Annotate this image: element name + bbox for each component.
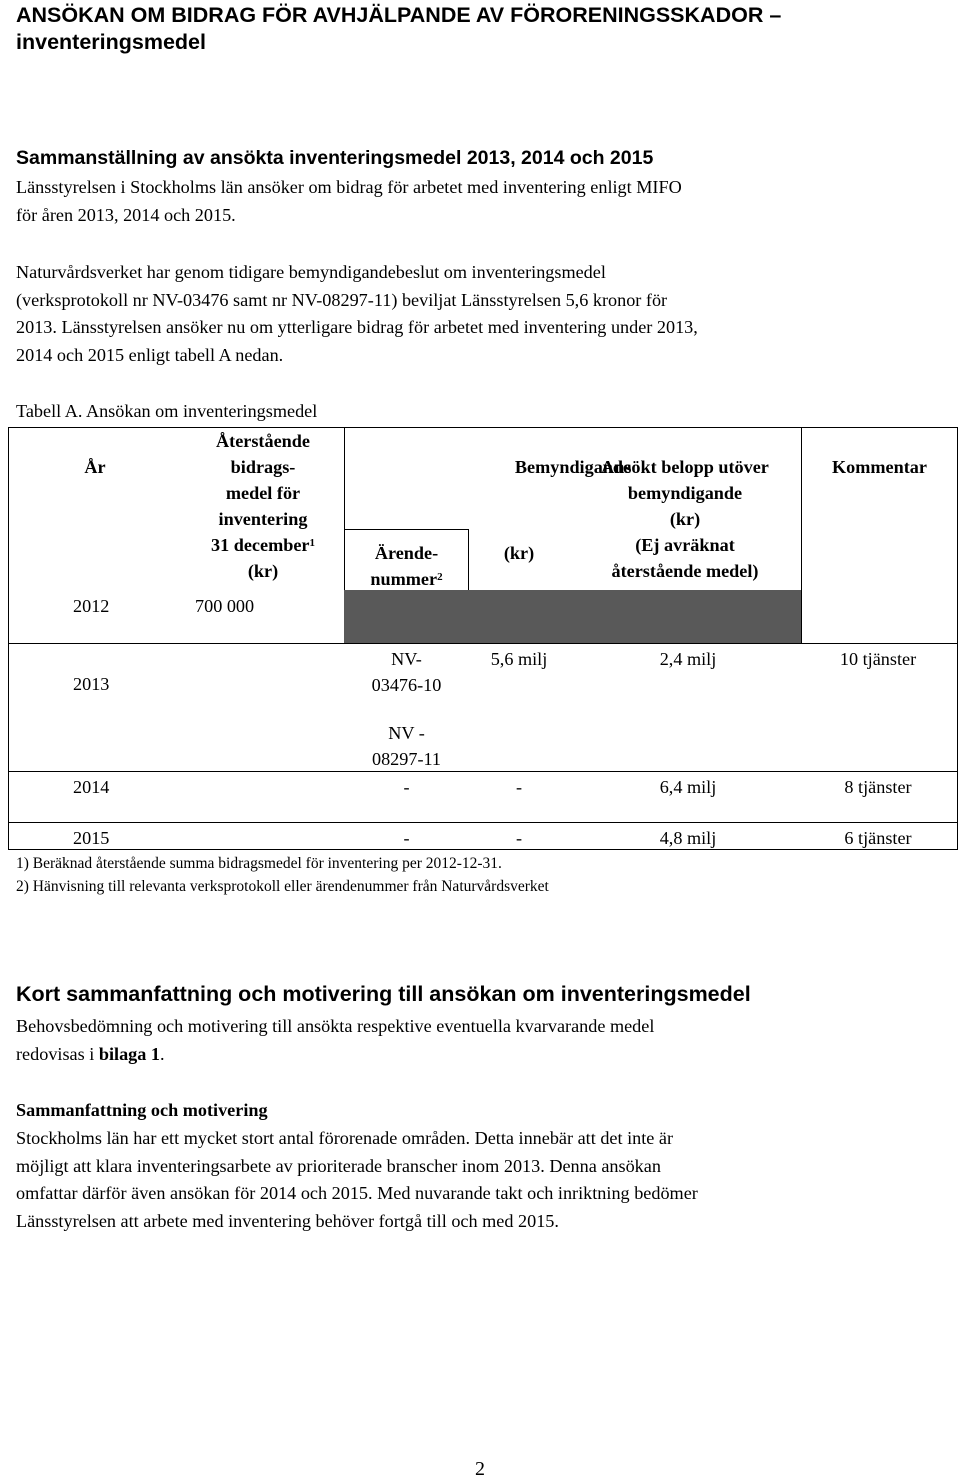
table-border-left (8, 427, 9, 850)
table-row-divider (8, 643, 958, 644)
row-2014-applied: 6,4 milj (659, 777, 717, 797)
document-title (16, 2, 946, 56)
summary-body-line: Länsstyrelsen att arbete med inventering behöver fortgå till och med 2015. (16, 1210, 559, 1231)
row-2012-year: 2012 (73, 596, 110, 616)
table-row-divider (344, 529, 469, 530)
table-row-divider (8, 771, 958, 772)
row-2014-kr: - (515, 777, 523, 797)
row-2014-comment: 8 tjänster (844, 777, 912, 797)
summary-body-line: Stockholms län har ett mycket stort antal förorenade områden. Detta innebär att det inte är (16, 1128, 674, 1148)
summary-intro (16, 1013, 946, 1068)
row-2015-applied: 4,8 milj (659, 828, 717, 848)
shaded-cell (344, 590, 801, 620)
header-authorization: Bemyndigande (514, 457, 632, 477)
table-caption: Tabell A. Ansökan om inventeringsmedel (16, 401, 318, 421)
summary-body (16, 1125, 946, 1235)
shaded-cell (344, 620, 801, 643)
background-paragraph (16, 259, 946, 369)
row-2013-case-number: NV- 03476-10 NV - 08297-11 (371, 649, 442, 769)
row-2013-kr: 5,6 milj (490, 649, 548, 669)
intro-paragraph (16, 174, 946, 229)
summary-intro-line: Behovsbedömning och motivering till ansökta respektive eventuella kvarvarande medel (16, 1016, 655, 1036)
table-border-right (957, 427, 958, 850)
header-applied-amount: Ansökt belopp utöver bemyndigande (kr) (Ej avräknat återstående medel) (601, 457, 769, 581)
header-comment: Kommentar (832, 457, 927, 477)
row-2015-year: 2015 (73, 828, 110, 848)
row-2015-comment: 6 tjänster (844, 828, 912, 848)
row-2015-case-number: - (403, 828, 410, 848)
application-table (8, 427, 958, 850)
intro-paragraph-line: Länsstyrelsen i Stockholms län ansöker om bidrag för arbetet med inventering enligt MIFO (16, 177, 682, 197)
row-2014-case-number: - (403, 777, 410, 797)
row-2014-year: 2014 (73, 777, 110, 797)
header-year: År (84, 457, 106, 477)
table-row-divider (8, 822, 958, 823)
summary-body-line: möjligt att klara inventeringsarbete av prioriterade branscher inom 2013. Denna ansökan (16, 1155, 661, 1176)
summary-intro-line: redovisas i bilaga 1. (16, 1043, 165, 1064)
summary-subheading: Sammanfattning och motivering (16, 1100, 268, 1120)
background-paragraph-line: 2014 och 2015 enligt tabell A nedan. (16, 344, 284, 365)
row-2012-remaining: 700 000 (195, 596, 255, 616)
table-border-top (8, 427, 958, 428)
background-paragraph-line: Naturvårdsverket har genom tidigare bemyndigandebeslut om inventeringsmedel (16, 262, 606, 282)
page-number: 2 (475, 1458, 485, 1480)
summary-body-line: omfattar därför även ansökan för 2014 och 2015. Med nuvarande takt och inriktning bedömer (16, 1183, 698, 1203)
intro-paragraph-line: för åren 2013, 2014 och 2015. (16, 204, 236, 225)
background-paragraph-line: (verksprotokoll nr NV-03476 samt nr NV-08297-11) beviljat Länsstyrelsen 5,6 kronor för (16, 289, 668, 310)
footnote-2: 2) Hänvisning till relevanta verksprotokoll eller ärendenummer från Naturvårdsverket (16, 878, 549, 895)
section-heading-summary: Sammanställning av ansökta inventeringsmedel 2013, 2014 och 2015 (16, 147, 654, 169)
summary-heading: Kort sammanfattning och motivering till ansökan om inventeringsmedel (16, 982, 751, 1006)
row-2015-kr: - (515, 828, 523, 848)
attachment-reference: bilaga 1 (98, 1043, 160, 1064)
header-case-number: Ärende- nummer$^2$ (370, 543, 443, 589)
row-2013-year: 2013 (73, 674, 110, 694)
footnote-1: 1) Beräknad återstående summa bidragsmedel för inventering per 2012-12-31. (16, 855, 502, 872)
row-2013-comment: 10 tjänster (839, 649, 917, 669)
background-paragraph-line: 2013. Länsstyrelsen ansöker nu om ytterligare bidrag för arbetet med inventering under 2013, (16, 317, 698, 337)
header-kr: (kr) (503, 543, 535, 563)
header-remaining-funds: Återstående bidrags- medel för inventering 31 december$^1$ (kr) (211, 431, 315, 581)
document-title-line2: inventeringsmedel (16, 30, 206, 54)
row-2013-applied: 2,4 milj (659, 649, 717, 669)
document-title-line1: ANSÖKAN OM BIDRAG FÖR AVHJÄLPANDE AV FÖRORENINGSSKADOR – (16, 3, 782, 27)
